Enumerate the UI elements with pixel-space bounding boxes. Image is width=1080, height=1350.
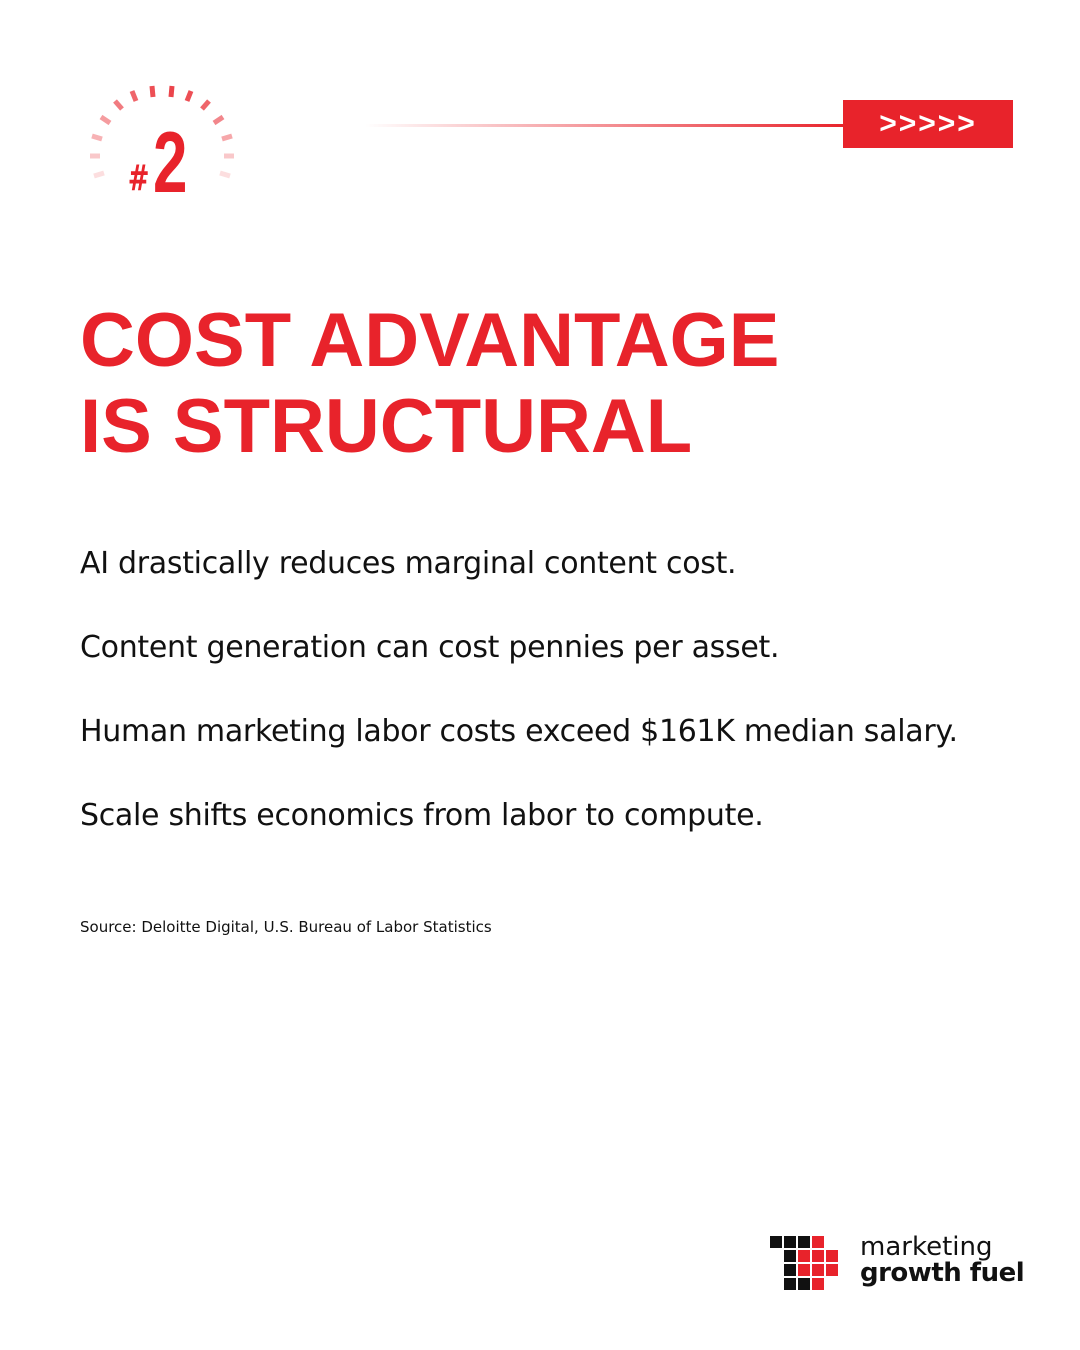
next-arrows-tag xyxy=(843,100,1013,148)
headline-line-2: IS STRUCTURAL xyxy=(80,384,693,469)
number-badge xyxy=(70,70,260,220)
list-item: Human marketing labor costs exceed $161K median salary. xyxy=(80,714,958,749)
header-divider xyxy=(365,124,845,127)
headline xyxy=(80,298,779,470)
point-list xyxy=(80,540,958,876)
source-note: Source: Deloitte Digital, U.S. Bureau of Labor Statistics xyxy=(80,918,492,936)
headline-line-1: COST ADVANTAGE xyxy=(80,298,780,383)
logo-text-line-2: growth fuel xyxy=(860,1258,1025,1288)
logo-mark-icon xyxy=(768,1234,848,1294)
badge-number: 2 xyxy=(153,115,188,211)
list-item: AI drastically reduces marginal content cost. xyxy=(80,546,737,581)
logo-text-line-1: marketing xyxy=(860,1232,993,1262)
arrows-icon: >>>>> xyxy=(879,107,977,140)
brand-logo xyxy=(768,1234,1028,1294)
badge-hash: # xyxy=(127,158,150,199)
list-item: Content generation can cost pennies per asset. xyxy=(80,630,780,665)
list-item: Scale shifts economics from labor to compute. xyxy=(80,798,764,833)
